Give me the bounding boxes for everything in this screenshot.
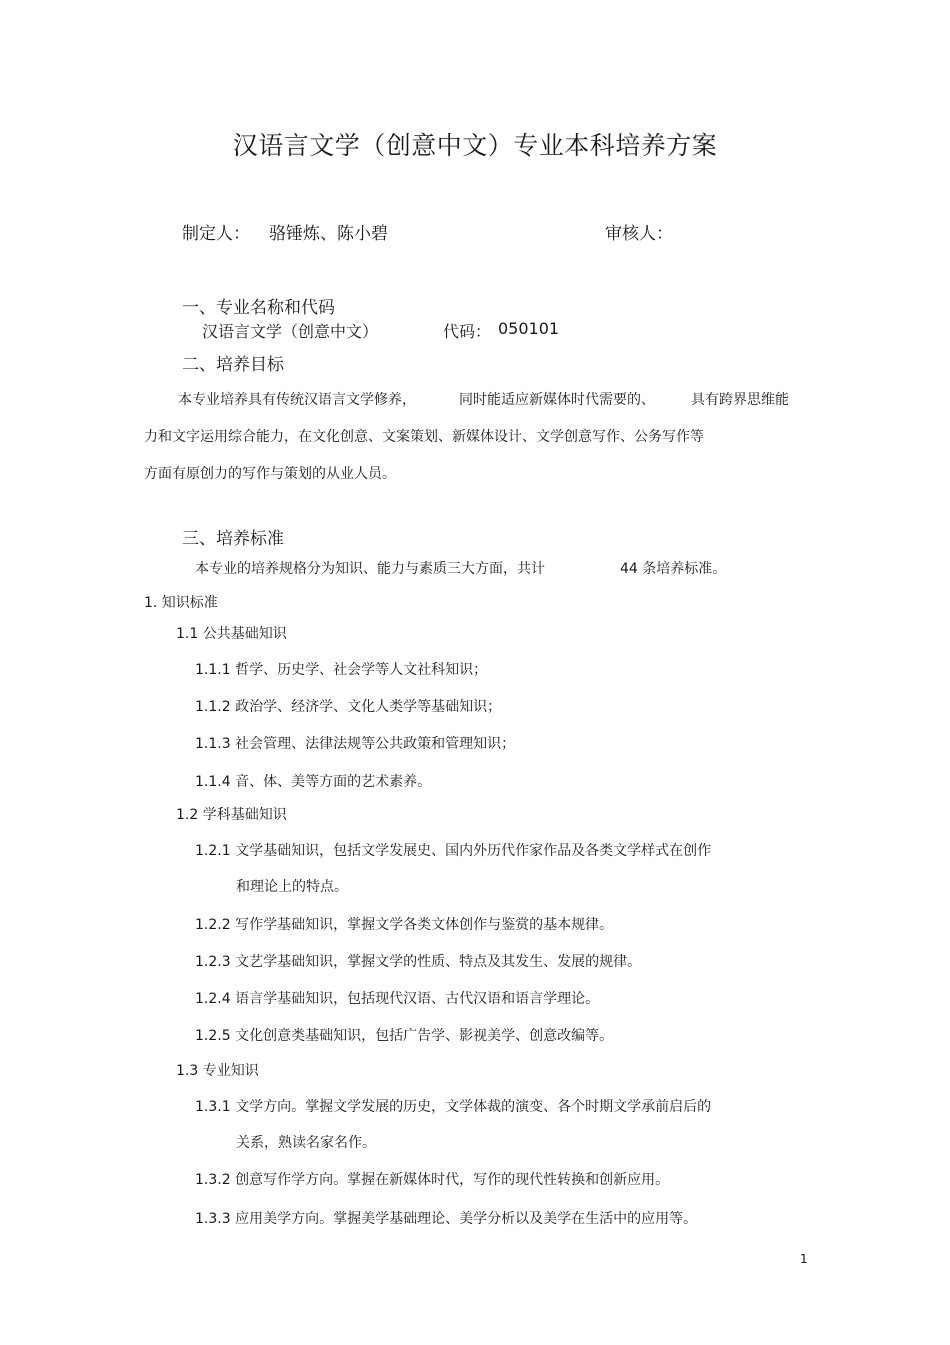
document-title: 汉语言文学（创意中文）专业本科培养方案 bbox=[232, 131, 718, 160]
subsection-1-1: 1.1 公共基础知识 bbox=[176, 626, 287, 642]
section-heading-major: 一、专业名称和代码 bbox=[182, 298, 335, 318]
objective-line-2: 力和文字运用综合能力，在文化创意、文案策划、新媒体设计、文学创意写作、公务写作等 bbox=[144, 429, 704, 445]
list-item-1-2-2: 1.2.2 写作学基础知识，掌握文学各类文体创作与鉴赏的基本规律。 bbox=[195, 917, 614, 933]
section-heading-objective: 二、培养目标 bbox=[182, 355, 284, 375]
list-item-1-3-2: 1.3.2 创意写作学方向。掌握在新媒体时代，写作的现代性转换和创新应用。 bbox=[195, 1172, 670, 1188]
list-item-1-3-1a: 1.3.1 文学方向。掌握文学发展的历史，文学体裁的演变、各个时期文学承前启后的 bbox=[195, 1099, 712, 1115]
list-item-1-3-3: 1.3.3 应用美学方向。掌握美学基础理论、美学分析以及美学在生活中的应用等。 bbox=[195, 1211, 698, 1227]
list-item-1-2-5: 1.2.5 文化创意类基础知识，包括广告学、影视美学、创意改编等。 bbox=[195, 1028, 614, 1044]
objective-line-1b: 同时能适应新媒体时代需要的、 bbox=[459, 392, 655, 408]
list-item-1-2-1b: 和理论上的特点。 bbox=[236, 879, 348, 895]
authors: 骆锤炼、陈小碧 bbox=[269, 224, 388, 244]
objective-line-3: 方面有原创力的写作与策划的从业人员。 bbox=[144, 466, 396, 482]
list-item-1-1-1: 1.1.1 哲学、历史学、社会学等人文社科知识； bbox=[195, 662, 488, 678]
subsection-1-2: 1.2 学科基础知识 bbox=[176, 807, 287, 823]
list-item-1-2-3: 1.2.3 文艺学基础知识，掌握文学的性质、特点及其发生、发展的规律。 bbox=[195, 954, 642, 970]
section-heading-standards: 三、培养标准 bbox=[182, 529, 284, 549]
page-number: 1 bbox=[800, 1252, 808, 1266]
reviewer-label: 审核人： bbox=[605, 224, 673, 244]
standards-intro-a: 本专业的培养规格分为知识、能力与素质三大方面，共计 bbox=[195, 561, 545, 577]
knowledge-standards-heading: 1. 知识标准 bbox=[144, 595, 218, 611]
author-label: 制定人： bbox=[182, 224, 250, 244]
major-name: 汉语言文学（创意中文） bbox=[202, 322, 379, 341]
list-item-1-1-3: 1.1.3 社会管理、法律法规等公共政策和管理知识； bbox=[195, 736, 516, 752]
code-label: 代码： bbox=[443, 322, 492, 341]
objective-line-1c: 具有跨界思维能 bbox=[691, 392, 789, 408]
code-value: 050101 bbox=[498, 319, 560, 338]
subsection-1-3: 1.3 专业知识 bbox=[176, 1063, 259, 1079]
objective-line-1a: 本专业培养具有传统汉语言文学修养， bbox=[178, 392, 416, 408]
list-item-1-2-4: 1.2.4 语言学基础知识，包括现代汉语、古代汉语和语言学理论。 bbox=[195, 991, 600, 1007]
list-item-1-2-1a: 1.2.1 文学基础知识，包括文学发展史、国内外历代作家作品及各类文学样式在创作 bbox=[195, 843, 712, 859]
list-item-1-1-2: 1.1.2 政治学、经济学、文化人类学等基础知识； bbox=[195, 699, 502, 715]
list-item-1-1-4: 1.1.4 音、体、美等方面的艺术素养。 bbox=[195, 774, 432, 790]
standards-intro-b: 44 条培养标准。 bbox=[620, 561, 727, 577]
list-item-1-3-1b: 关系，熟读名家名作。 bbox=[236, 1135, 376, 1151]
